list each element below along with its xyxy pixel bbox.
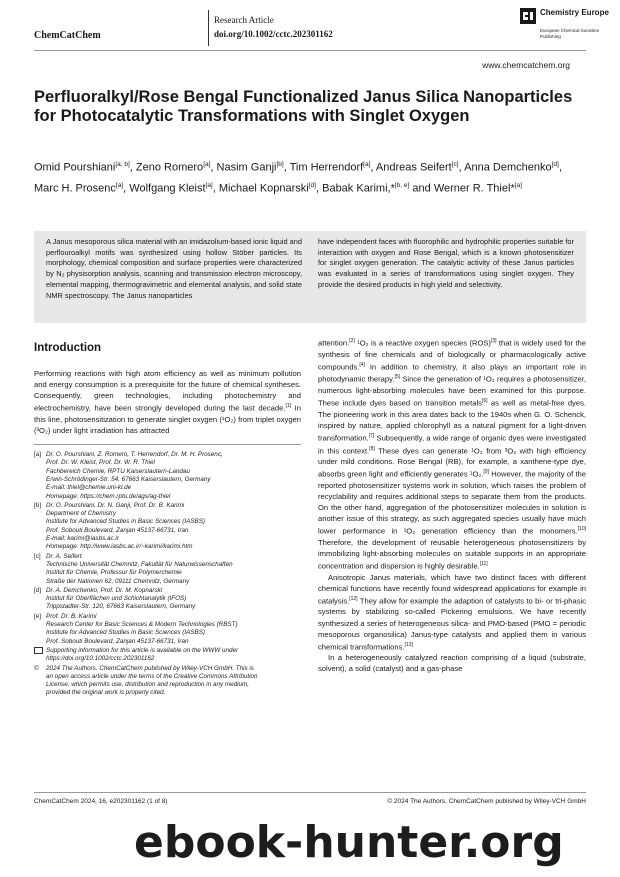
affiliation-label: ©: [34, 664, 39, 672]
left-column: [34, 336, 301, 699]
author-affiliation-marker: [a]: [115, 181, 124, 189]
affiliation-text: Dr. O. Pourshiani, Z. Romero, T. Herrendorf, Dr. M. H. Prosenc, Prof. Dr. W. Kleist, Prof. Dr. W. R. Thiel Fachbereich Chemie, RPTU Kaiserslautern-Landau Erwin-Schrödinger-Str. 54, 67663 Kaiserslautern, Germany E-mail: thiel@chemie.uni-kl.de Homepage: https://chem.rptu.de/ags/ag-thiel: [46, 451, 223, 500]
affiliation-item: [34, 647, 301, 664]
affiliation-label: [c]: [34, 552, 41, 560]
body-paragraph: Performing reactions with high atom efficiency as well as minimum pollution and energy consumption is a prerequisite for the future of chemical syntheses. Consequently, green technologies, including photochemistry and electrochemistry, have been strongly developed during the last decade.[1] In this line, photosensitization to generate singlet oxygen (¹O₂) from triplet oxygen (³O₂) under light irradiation has attracted: [34, 369, 301, 435]
affiliation-text: Dr. O. Pourshiani, Dr. N. Ganji, Prof. Dr. B. Karimi Department of Chemistry Institute for Advanced Studies in Basic Sciences (IASBS) Prof. Sobouti Boulevard, Zanjan 45137-66731, Iran E-mail: karimi@iasbs.ac.ir Homepage: http://www.iasbs.ac.ir/~karimi/karimi.htm: [46, 501, 206, 551]
affiliation-item: [34, 553, 301, 586]
author-affiliation-marker: [a]: [363, 161, 371, 168]
body-paragraph: Anisotropic Janus materials, which have two distinct faces with different chemical functions have recently found widespread applications for example in catalysis.[12] They allow for example the adaption of catalysts to bi- or tri-phasic systems by stabilizing so-called Pickering emulsions. We have recently synthesized a series of heterogeneous silica- and PMO-based (PMO = periodic mesoporous organosilica) Janus-type catalysts and applied them in various chemical transformations.[13]: [318, 572, 586, 652]
affiliation-text: Dr. A. Seifert Technische Universität Chemnitz, Fakultät für Naturwissenschaften Institut für Chemie, Professur für Polymerchemie Straße der Nationen 62, 09111 Chemnitz, Germany: [46, 552, 233, 585]
publisher-subtitle: European Chemical Societies Publishing: [540, 28, 600, 39]
affiliation-item: [34, 587, 301, 612]
author-name: Marc H. Prosenc: [34, 182, 116, 195]
body-paragraph: In a heterogeneously catalyzed reaction comprising of a liquid (substrate, solvent), a solid (catalyst) and a gas-phase: [318, 653, 586, 674]
abstract: [34, 231, 586, 323]
author-name: and Werner R. Thiel: [412, 182, 511, 195]
affiliation-text: Prof. Dr. B. Karimi Research Center for Basic Sciences & Modern Technologies (RBST) Institute for Advanced Studies in Basic Sciences (IASBS) Prof. Sobouti Boulevard, Zanjan 45137-66731, Iran: [46, 612, 238, 645]
publisher-logo: [520, 6, 610, 46]
journal-website[interactable]: www.chemcatchem.org: [482, 60, 570, 70]
watermark-text: ebook-hunter.org: [134, 817, 564, 868]
publisher-name: Chemistry Europe: [540, 8, 609, 17]
author-list: Omid Pourshiani[a, b], Zeno Romero[a], Nasim Ganji[b], Tim Herrendorf[a], Andreas Seifert[c], Anna Demchenko[d], Marc H. Prosenc[a], Wolfgang Kleist[a], Michael Kopnarski[d], Babak Karimi,*[b, e] and Werner R. Thiel*[a]: [34, 161, 562, 195]
author-name: Andreas Seifert: [375, 161, 452, 174]
affiliation-label: [b]: [34, 501, 42, 509]
affiliation-item: [34, 665, 301, 698]
footer-citation: ChemCatChem 2024, 16, e202301162 (1 of 8): [34, 798, 168, 805]
affiliation-label: [a]: [34, 451, 42, 459]
affiliation-divider: [34, 444, 301, 445]
author-affiliation-marker: [a]: [514, 181, 522, 189]
intro-paragraph-right: [318, 336, 586, 675]
affiliation-label: [34, 647, 46, 664]
intro-paragraph-left: [34, 368, 301, 436]
affiliation-text: Dr. A. Demchenko, Prof. Dr. M. Kopnarski Institut für Oberflächen und Schichtanalytik (IFOS) Trippstadter-Str. 120, 67663 Kaiserslautern, Germany: [46, 586, 196, 611]
author-name: Nasim Ganji: [216, 161, 277, 174]
journal-name: ChemCatChem: [34, 30, 101, 41]
abstract-left-column: A Janus mesoporous silica material with an imidazolium-based ionic liquid and perflouroalkyl motifs was synthesized using hollow Stöber particles. Its morphology, chemical composition and surface properties were characterized by N₂ physisorption analysis, scanning and transmission electron microscopy, elemental mapping, thermogravimetric and elemental analysis, and solid state NMR spectroscopy. The Janus nanoparticles: [46, 237, 302, 300]
author-affiliation-marker: [c]: [451, 161, 459, 168]
affiliation-label: [e]: [34, 612, 42, 620]
author-affiliation-marker: [a]: [203, 161, 211, 168]
affiliation-item: [34, 613, 301, 646]
author-name: Michael Kopnarski: [218, 182, 309, 195]
chemistry-europe-icon: [520, 8, 536, 24]
author-affiliation-marker: [d]: [551, 161, 559, 168]
page-header: [0, 0, 620, 52]
author-affiliation-marker: [a]: [205, 181, 213, 189]
right-column: [318, 336, 586, 675]
author-name: Anna Demchenko: [464, 161, 552, 174]
affiliations: [34, 451, 301, 698]
article-title: Perfluoralkyl/Rose Bengal Functionalized Janus Silica Nanoparticles for Photocatalytic Transformations with Singlet Oxygen: [34, 88, 573, 125]
author-affiliation-marker: [b, e]: [394, 181, 410, 189]
doi-link[interactable]: doi.org/10.1002/cctc.202301162: [214, 29, 333, 39]
affiliation-item: [34, 502, 301, 552]
header-rule: [34, 50, 586, 51]
footer-copyright: © 2024 The Authors. ChemCatChem published by Wiley-VCH GmbH: [387, 798, 586, 805]
section-title-introduction: Introduction: [34, 342, 102, 354]
affiliation-text: Supporting information for this article is available on the WWW under https://doi.org/10.1002/cctc.202301162: [46, 646, 239, 663]
author-name: Babak Karimi,: [322, 182, 391, 195]
author-affiliation-marker: [a, b]: [115, 161, 130, 168]
author-affiliation-marker: [b]: [276, 161, 284, 168]
author-name: Wolfgang Kleist: [129, 182, 206, 195]
article-type: Research Article: [214, 15, 274, 25]
abstract-right-column: have independent faces with fluorophilic and hydrophilic properties suitable for interaction with oxygen and Rose Bengal, which is a known photosensitizer for singlet oxygen generation. The catalytic activity of these Janus particles was evaluated in a series of transformations using singlet oxygen. They provide the desired products in high yield and selectivity.: [318, 237, 574, 289]
author-affiliation-marker: [d]: [308, 181, 316, 189]
header-divider: [208, 10, 209, 46]
author-name: Tim Herrendorf: [289, 161, 364, 174]
monitor-icon: [34, 647, 43, 654]
affiliation-label: [d]: [34, 586, 42, 594]
author-name: Omid Pourshiani: [34, 161, 116, 174]
footer-rule: [34, 792, 586, 793]
author-name: Zeno Romero: [135, 161, 204, 174]
affiliation-item: [34, 451, 301, 501]
body-paragraph: attention.[2] ¹O₂ is a reactive oxygen species (ROS)[3] that is widely used for the synthesis of fine chemicals and of biologically or pharmacologically active compounds.[4] In addition to chemistry, it also plays an important role in photodynamic therapy.[5] Since the generation of ¹O₂ requires a photosensitizer, numerous light-absorbing molecules have been examined for this purpose. These include dyes based on transition metals[6] as well as metal-free dyes. The pioneering work in this area dates back to the 1940s when G. O. Schenck, inspired by nature, applied chlorophyll as a natural pigment for a light-driven transformation.[7] Subsequently, a wide range of organic dyes were investigated in this context.[8] These dyes can generate ¹O₂ from ³O₂ with high efficiency under mild conditions. Rose Bengal (RB), for example, a xanthene-type dye, absorbs green light and efficiently generates ¹O₂.[9] However, the majority of the reported photosensitizer systems work in solution, which raises the problem of recyclability and requires additional steps to separate them from the products. On the other hand, aggregation of the photosensitizer molecules in solution is another issue of this strategy, as such aggregated species usually have much lower performance in ¹O₂ generation efficiency than the monomers.[10] Therefore, the development of reusable heterogeneous photosensitizers by immobilizing light-absorbing molecules on suitable supports in an appropriate concentration and dispersion is highly desirable.[11]: [318, 338, 586, 571]
affiliation-text: 2024 The Authors. ChemCatChem published by Wiley-VCH GmbH. This is an open access article under the terms of the Creative Commons Attribution License, which permits use, distribution and reproduction in any medium, provided the original work is properly cited.: [46, 664, 258, 697]
